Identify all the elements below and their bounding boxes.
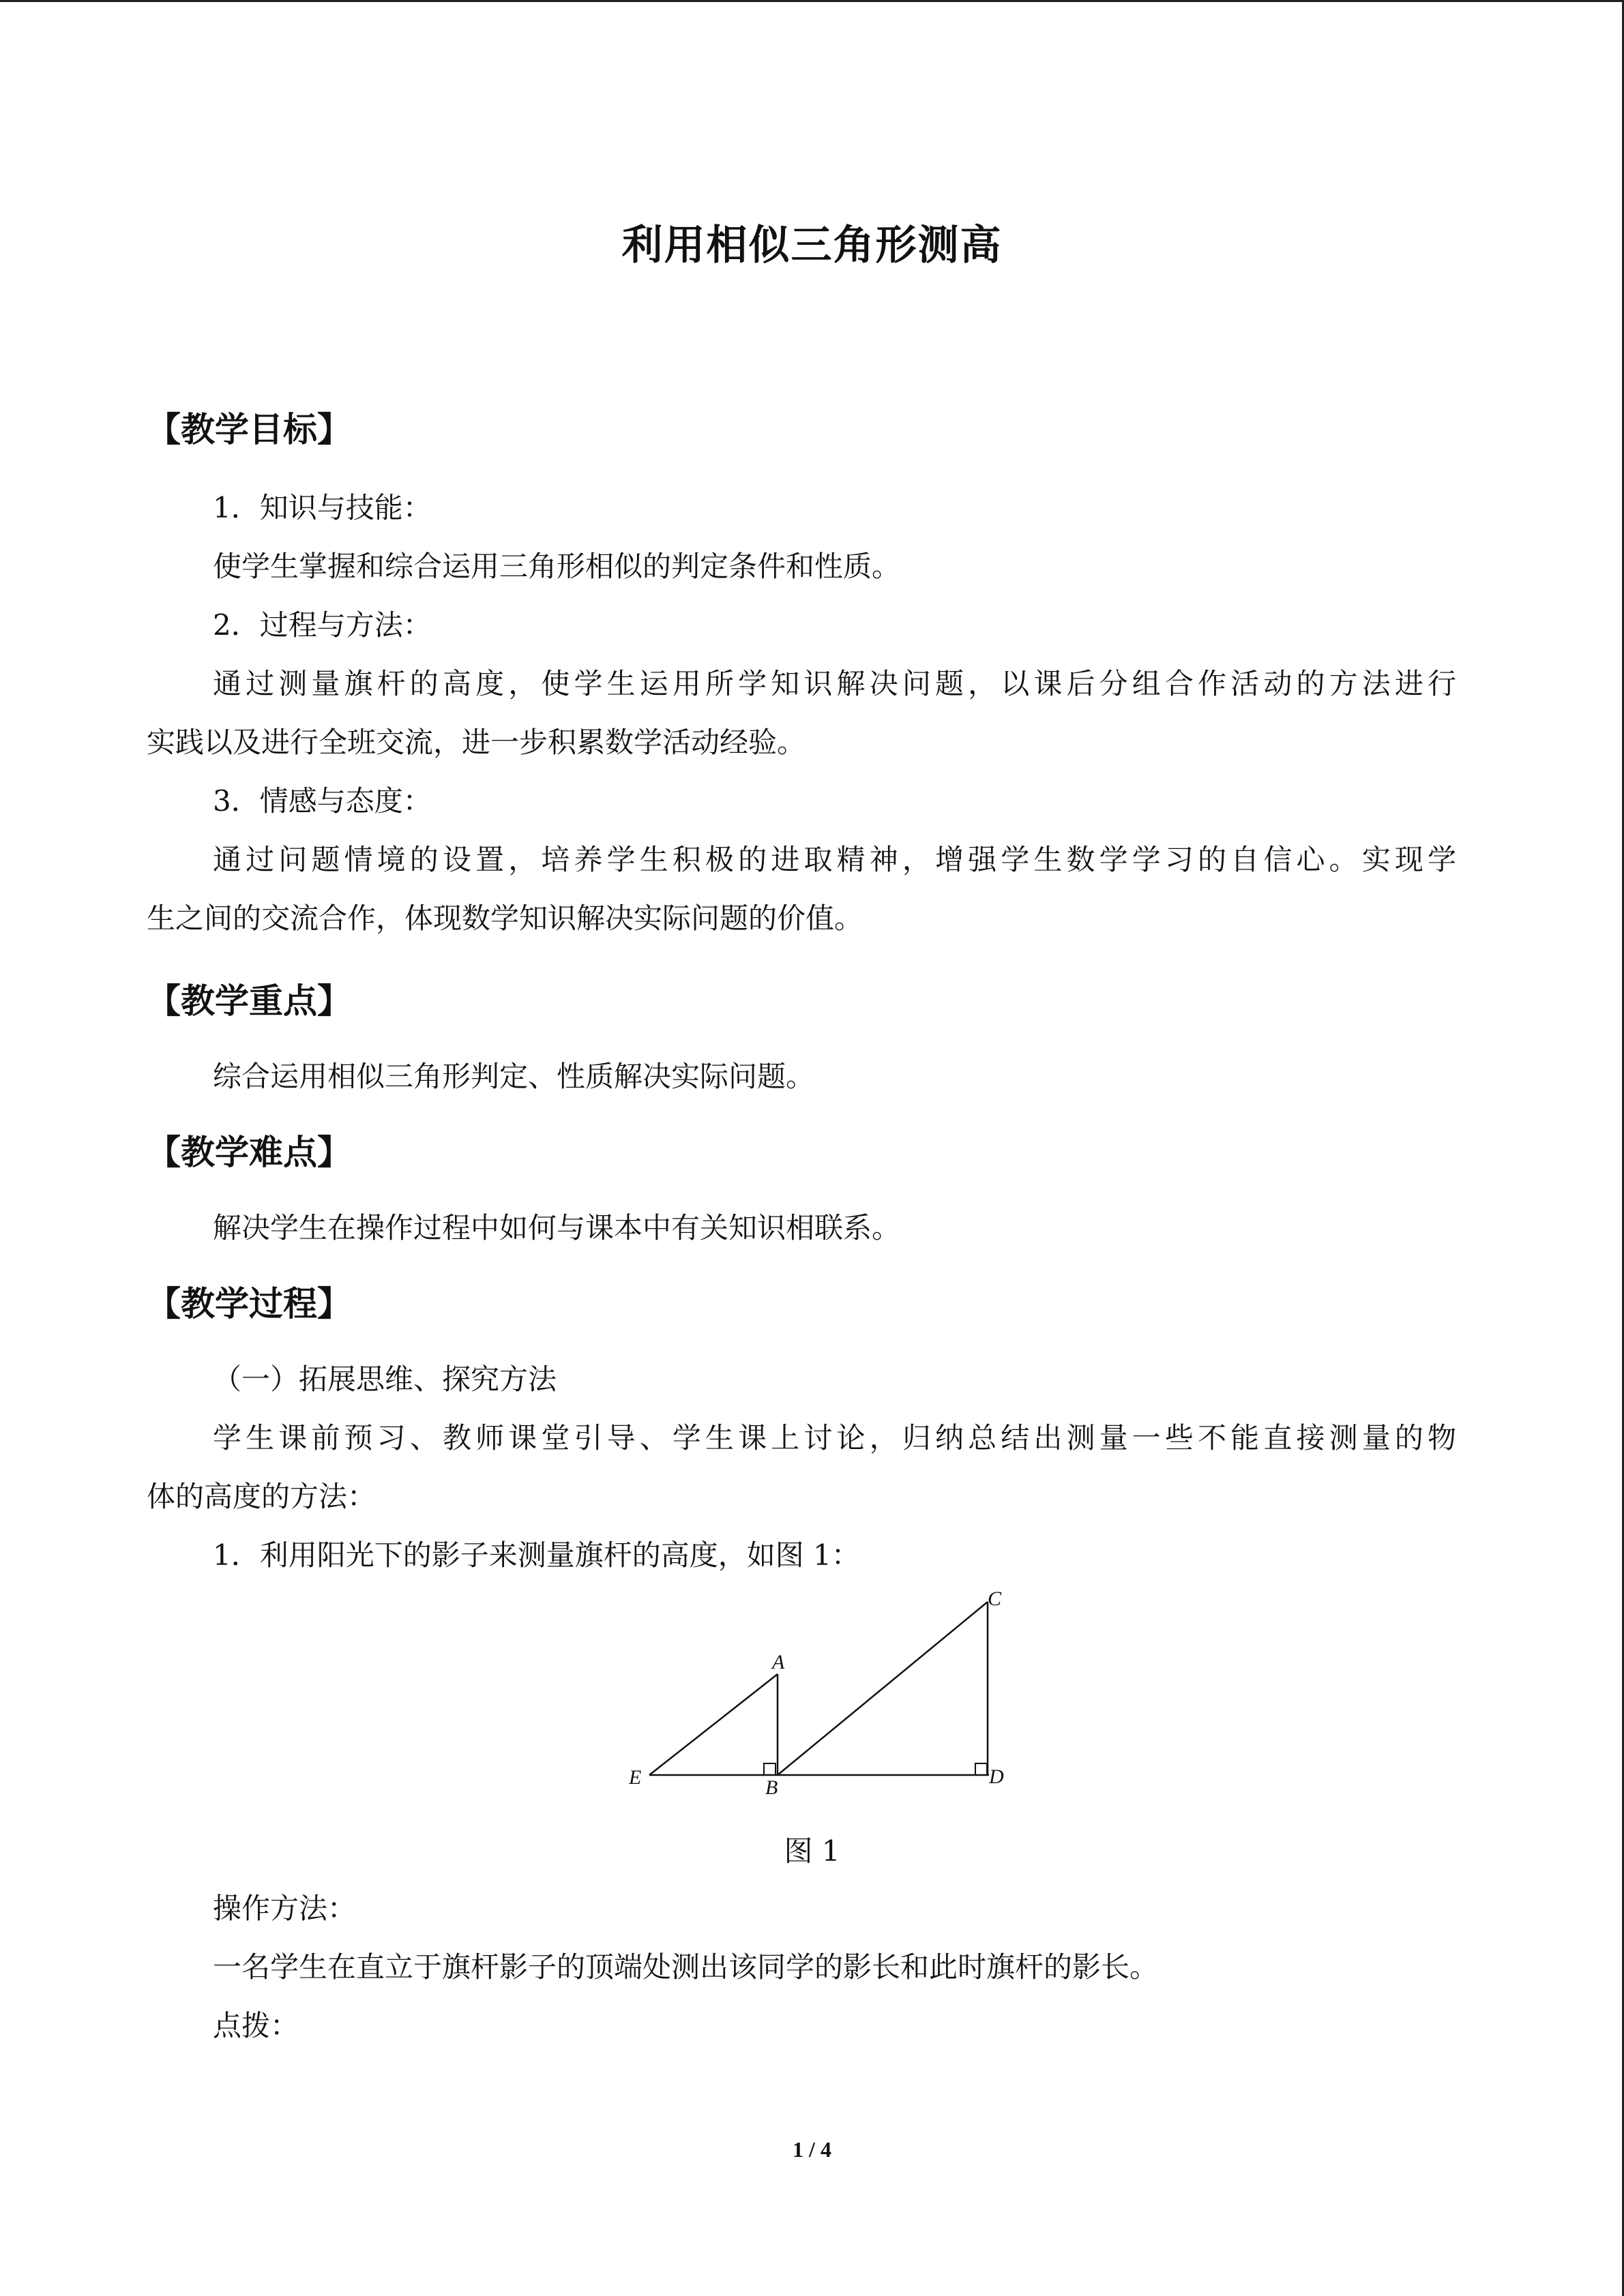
sun-ray-EA (649, 1674, 778, 1775)
operation-text: 一名学生在直立于旗杆影子的顶端处测出该同学的影长和此时旗杆的影长。 (213, 1950, 1159, 1984)
operation-title: 操作方法： (213, 1892, 357, 1925)
page-border-top (0, 0, 1624, 2)
process-intro-line-1: 学生课前预习、教师课堂引导、学生课上讨论，归纳总结出测量一些不能直接测量的物 (213, 1421, 1456, 1455)
objective-3-line-2: 生之间的交流合作，体现数学知识解决实际问题的价值。 (147, 901, 863, 935)
process-intro-line-2: 体的高度的方法： (147, 1480, 377, 1513)
objective-1-text: 使学生掌握和综合运用三角形相似的判定条件和性质。 (213, 550, 901, 583)
objective-2-title: 2．过程与方法： (213, 608, 432, 642)
heading-difficulties: 【教学难点】 (147, 1133, 351, 1172)
objective-2-line-1: 通过测量旗杆的高度，使学生运用所学知识解决问题，以课后分组合作活动的方法进行 (213, 667, 1456, 700)
objective-2-line-2: 实践以及进行全班交流，进一步积累数学活动经验。 (147, 726, 806, 759)
hint-title: 点拨： (213, 2009, 299, 2042)
heading-key-points: 【教学重点】 (147, 981, 351, 1021)
right-angle-mark-D (975, 1763, 987, 1775)
label-B: B (765, 1776, 778, 1799)
document-title: 利用相似三角形测高 (621, 222, 1003, 269)
page-number: 1 / 4 (793, 2137, 831, 2162)
key-points-text: 综合运用相似三角形判定、性质解决实际问题。 (213, 1060, 815, 1093)
method-1-text: 1．利用阳光下的影子来测量旗杆的高度，如图 1： (213, 1538, 860, 1572)
sun-ray-BC (778, 1602, 988, 1775)
objective-1-title: 1．知识与技能： (213, 491, 432, 524)
figure-1-caption: 图 1 (784, 1834, 840, 1868)
label-A: A (772, 1651, 785, 1673)
process-subheading-1: （一）拓展思维、探究方法 (213, 1362, 557, 1396)
objective-3-title: 3．情感与态度： (213, 784, 432, 818)
label-C: C (988, 1587, 1002, 1610)
figure-1-diagram (614, 1582, 1037, 1814)
label-E: E (629, 1766, 642, 1789)
heading-objectives: 【教学目标】 (147, 410, 351, 449)
difficulties-text: 解决学生在操作过程中如何与课本中有关知识相联系。 (213, 1211, 901, 1244)
right-angle-mark-B (764, 1763, 776, 1775)
label-D: D (989, 1765, 1004, 1788)
heading-process: 【教学过程】 (147, 1284, 351, 1324)
objective-3-line-1: 通过问题情境的设置，培养学生积极的进取精神，增强学生数学学习的自信心。实现学 (213, 843, 1456, 876)
